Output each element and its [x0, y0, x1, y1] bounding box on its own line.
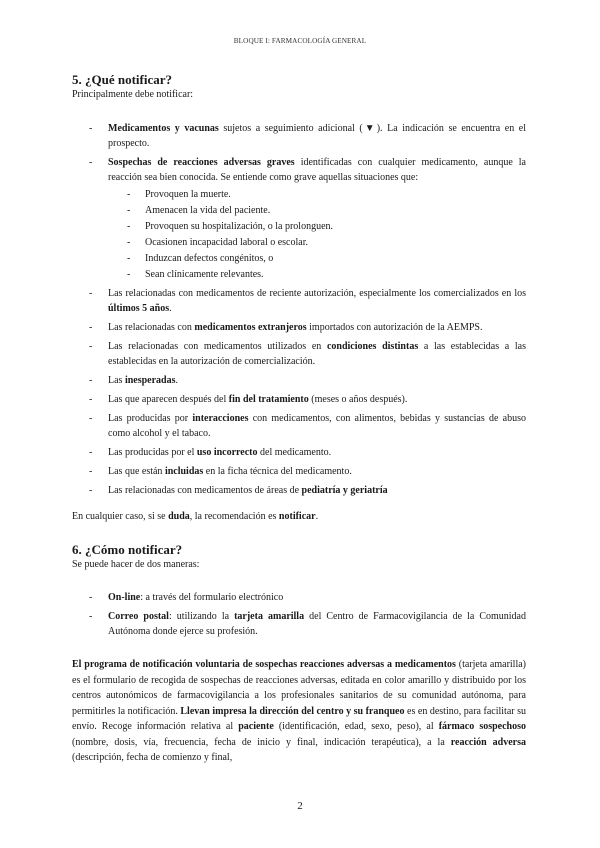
yellow-card-paragraph: El programa de notificación voluntaria de sospechas reacciones adversas a medicamentos (tarjeta amarilla) es el formulario de recogida de sospechas de reacciones adversas, editada en color amarillo y distribuido por los centros autonómicos de farmacovigilancia a los profesionales sanitarios de su comunidad autónoma, para permitirles la notificación. Llevan impresa la dirección del centro y su franqueo es en destino, para facilitar su envío. Recoge información relativa al paciente (identificación, edad, sexo, peso), al fármaco sospechoso (nombre, dosis, vía, frecuencia, fecha de inicio y final, indicación terapéutica), a la reacción adversa (descripción, fecha de comienzo y final,: [72, 659, 527, 763]
section-5-intro: Principalmente debe notificar:: [72, 89, 194, 100]
sublist-item: - Ocasionen incapacidad laboral o escolar.: [127, 237, 308, 248]
list-item: - Las que aparecen después del fin del tratamiento (meses o años después).: [89, 394, 408, 405]
section-6-title: 6. ¿Cómo notificar?: [72, 542, 183, 557]
list-item: - Sospechas de reacciones adversas graves identificadas con cualquier medicamento, aunque la reacción sea bien conocida. Se entiende como grave aquellas situaciones que: - Provoquen la muerte. - Amenacen la vida del paciente. - Provoquen su hospitalización, o la prolonguen. - Ocasionen incapacidad laboral o escolar. - Induzcan defectos congénitos, o - Sean clínicamente relevantes.: [89, 157, 526, 280]
section-5-title: 5. ¿Qué notificar?: [72, 72, 173, 87]
list-item: - Medicamentos y vacunas sujetos a seguimiento adicional (▼). La indicación se encuentra en el prospecto.: [89, 123, 526, 149]
serious-criteria-list: [108, 187, 526, 282]
sublist-item: - Amenacen la vida del paciente.: [127, 205, 271, 216]
list-item: - Las que están incluidas en la ficha técnica del medicamento.: [89, 466, 352, 477]
running-header: BLOQUE I: FARMACOLOGÍA GENERAL: [233, 37, 367, 45]
list-item: - Las relacionadas con medicamentos de reciente autorización, especialmente los comercializados en los últimos 5 años.: [89, 288, 526, 314]
sublist-item: - Provoquen la muerte.: [127, 189, 231, 200]
page-number: 2: [297, 800, 303, 812]
sublist-item: - Sean clínicamente relevantes.: [127, 269, 264, 280]
item-bold: Sospechas de reacciones adversas graves: [108, 157, 295, 168]
list-item: - Las producidas por el uso incorrecto del medicamento.: [89, 447, 332, 458]
how-to-notify-list: [72, 590, 526, 639]
notify-list: [72, 121, 526, 498]
section-6-intro: Se puede hacer de dos maneras:: [72, 559, 200, 570]
item-text: sujetos a seguimiento adicional (▼). La indicación se encuentra en el prospecto.: [108, 123, 526, 149]
item-bold: Medicamentos y vacunas: [108, 123, 219, 134]
section-5-closing: En cualquier caso, si se duda, la recomendación es notificar.: [72, 511, 319, 522]
list-item: - Correo postal: utilizando la tarjeta amarilla del Centro de Farmacovigilancia de la Comunidad Autónoma donde ejerce su profesión.: [89, 611, 526, 637]
list-item: - Las inesperadas.: [89, 375, 179, 386]
list-item: - Las relacionadas con medicamentos de áreas de pediatría y geriatría: [89, 485, 388, 496]
list-item: - Las producidas por interacciones con medicamentos, con alimentos, bebidas y sustancias de abuso como alcohol y el tabaco.: [89, 413, 526, 439]
item-text: identificadas con cualquier medicamento, aunque la reacción sea bien conocida. Se entiende como grave aquellas situaciones que:: [108, 157, 526, 183]
list-item: - Las relacionadas con medicamentos utilizados en condiciones distintas a las establecidas a las establecidas en la autorización de comercialización.: [89, 341, 526, 367]
list-item: - Las relacionadas con medicamentos extranjeros importados con autorización de la AEMPS.: [89, 322, 483, 333]
sublist-item: - Induzcan defectos congénitos, o: [127, 253, 274, 264]
sublist-item: - Provoquen su hospitalización, o la prolonguen.: [127, 221, 334, 232]
list-item: - On-line: a través del formulario electrónico: [89, 592, 284, 603]
document-body: [72, 72, 526, 766]
